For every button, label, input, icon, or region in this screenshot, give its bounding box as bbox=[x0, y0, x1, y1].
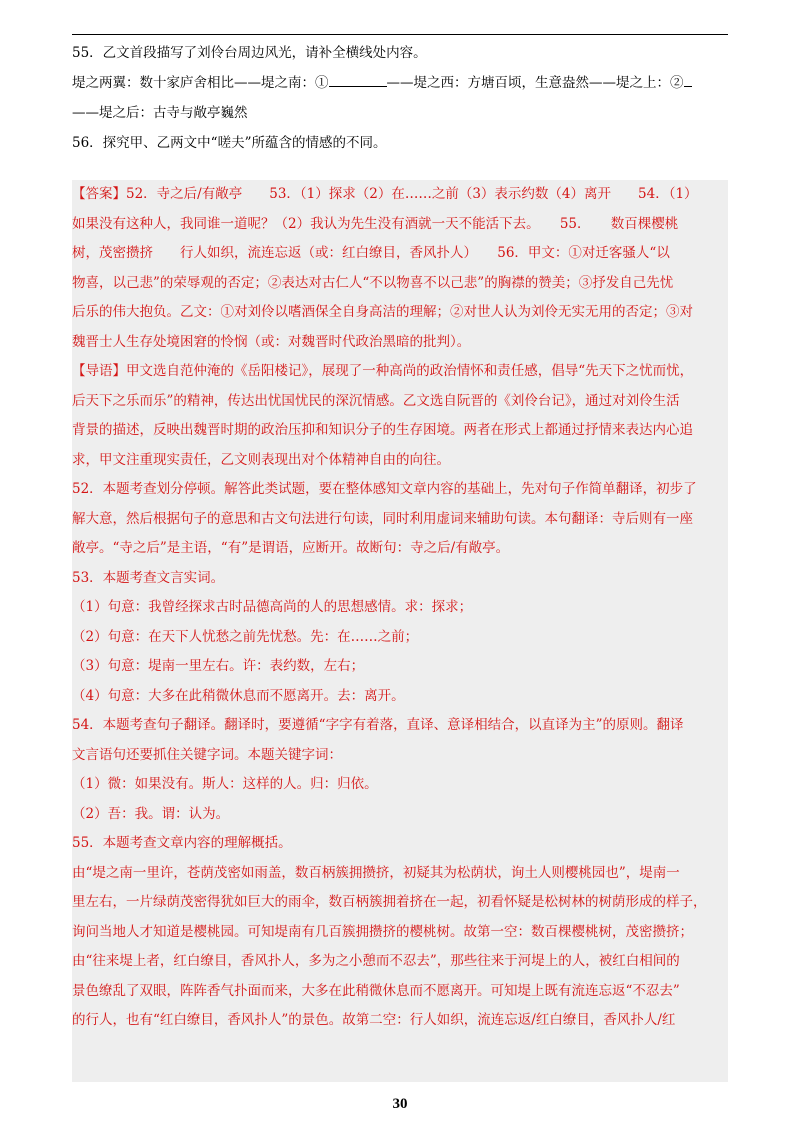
page-number: 30 bbox=[392, 1096, 408, 1112]
analysis-line: 54．本题考查句子翻译。翻译时，要遵循“字字有着落，直译、意译相结合，以直译为主”的原则。翻译 bbox=[72, 717, 684, 733]
question-block bbox=[72, 38, 732, 158]
q55-prompt: 55．乙文首段描写了刘伶台周边风光，请补全横线处内容。 bbox=[72, 45, 427, 61]
analysis-line: 53．本题考查文言实词。 bbox=[72, 569, 225, 586]
analysis-line: （2）吾：我。谓：认为。 bbox=[72, 805, 230, 822]
analysis-line: 解大意，然后根据句子的意思和古文句法进行句读，同时利用虚词来辅助句读。本句翻译：寺后则有一座 bbox=[72, 510, 693, 527]
analysis-line: 的行人，也有“红白缭目，香风扑人”的景色。故第二空：行人如织，流连忘返/红白缭目，香风扑人/红 bbox=[72, 1012, 676, 1028]
analysis-line: 由“往来堤上者，红白缭目，香风扑人，多为之小憩而不忍去”，那些往来于河堤上的人，被红白相间的 bbox=[72, 953, 680, 969]
blank-1 bbox=[329, 72, 387, 87]
analysis-line: 敞亭。“寺之后”是主语，“有”是谓语，应断开。故断句：寺之后/有敞亭。 bbox=[72, 540, 510, 556]
q56-prompt: 56．探究甲、乙两文中“嗟夫”所蕴含的情感的不同。 bbox=[72, 135, 387, 151]
top-rule bbox=[72, 34, 728, 35]
analysis-line: 里左右，一片绿荫茂密得犹如巨大的雨伞，数百柄簇拥着挤在一起，初看怀疑是松树林的树荫形成的样子， bbox=[72, 894, 707, 910]
analysis-line: （3）句意：堤南一里左右。许：表约数，左右； bbox=[72, 658, 365, 674]
q55-line1-a: 堤之两翼：数十家庐舍相比——堤之南：① bbox=[72, 75, 329, 91]
answer-line: 后乐的伟大抱负。乙文：①对刘伶以嗜酒保全自身高洁的理解；②对世人认为刘伶无实无用的否定；③对 bbox=[72, 304, 693, 320]
analysis-line: （1）微：如果没有。斯人：这样的人。归：归依。 bbox=[72, 776, 378, 792]
q55-line2: ——堤之后：古寺与敞亭巍然 bbox=[72, 105, 248, 121]
analysis-line: 询问当地人才知道是樱桃园。可知堤南有几百簇拥攒挤的樱桃树。故第一空：数百棵樱桃树，茂密攒挤； bbox=[72, 923, 693, 940]
answer-line: 魏晋士人生存处境困窘的怜悯（或：对魏晋时代政治黑暗的批判）。 bbox=[72, 333, 471, 350]
intro-line: 求，甲文注重现实责任，乙文则表现出对个体精神自由的向往。 bbox=[72, 451, 450, 468]
answer-section bbox=[72, 180, 728, 1082]
analysis-line: 景色缭乱了双眼，阵阵香气扑面而来，大多在此稍微休息而不愿离开。可知堤上既有流连忘返“不忍去” bbox=[72, 982, 680, 999]
q55-line1 bbox=[72, 68, 732, 98]
analysis-line: 由“堤之南一里许，苍荫茂密如雨盖，数百柄簇拥攒挤，初疑其为松荫状，询土人则樱桃园也”，堤南一 bbox=[72, 864, 680, 881]
analysis-line: 文言语句还要抓住关键字词。本题关键字词： bbox=[72, 746, 342, 763]
answer-line: 树，茂密攒挤 行人如织，流连忘返（或：红白缭目，香风扑人） 56．甲文：①对迁客骚人“以 bbox=[72, 245, 670, 261]
intro-line: 背景的描述，反映出魏晋时期的政治压抑和知识分子的生存困境。两者在形式上都通过抒情来表达内心追 bbox=[72, 422, 693, 438]
intro-line: 后天下之乐而乐”的精神，传达出忧国忧民的深沉情感。乙文选自阮晋的《刘伶台记》，通过对刘伶生活 bbox=[72, 392, 680, 409]
answer-line: 【答案】52．寺之后/有敞亭 53．（1）探求（2）在……之前（3）表示约数（4）离开 54．（1） bbox=[72, 186, 698, 202]
q55-line1-b: ——堤之西：方塘百顷，生意盎然——堤之上：② bbox=[386, 75, 684, 91]
blank-2 bbox=[684, 72, 692, 87]
answer-line: 物喜，以己悲”的荣辱观的否定；②表达对古仁人“不以物喜不以己悲”的胸襟的赞美；③抒发自己先忧 bbox=[72, 274, 674, 291]
analysis-line: 52．本题考查划分停顿。解答此类试题，要在整体感知文章内容的基础上，先对句子作简单翻译，初步了 bbox=[72, 481, 697, 497]
analysis-line: （1）句意：我曾经探求古时品德高尚的人的思想感情。求：探求； bbox=[72, 599, 473, 615]
analysis-line: 55．本题考查文章内容的理解概括。 bbox=[72, 835, 292, 851]
intro-line: 【导语】甲文选自范仲淹的《岳阳楼记》，展现了一种高尚的政治情怀和责任感，倡导“先天下之忧而忧， bbox=[72, 363, 694, 379]
analysis-line: （2）句意：在天下人忧愁之前先忧愁。先：在……之前； bbox=[72, 628, 419, 645]
answer-line: 如果没有这种人，我同谁一道呢？（2）我认为先生没有酒就一天不能活下去。 55． 数百棵樱桃 bbox=[72, 215, 679, 232]
analysis-line: （4）句意：大多在此稍微休息而不愿离开。去：离开。 bbox=[72, 687, 405, 704]
